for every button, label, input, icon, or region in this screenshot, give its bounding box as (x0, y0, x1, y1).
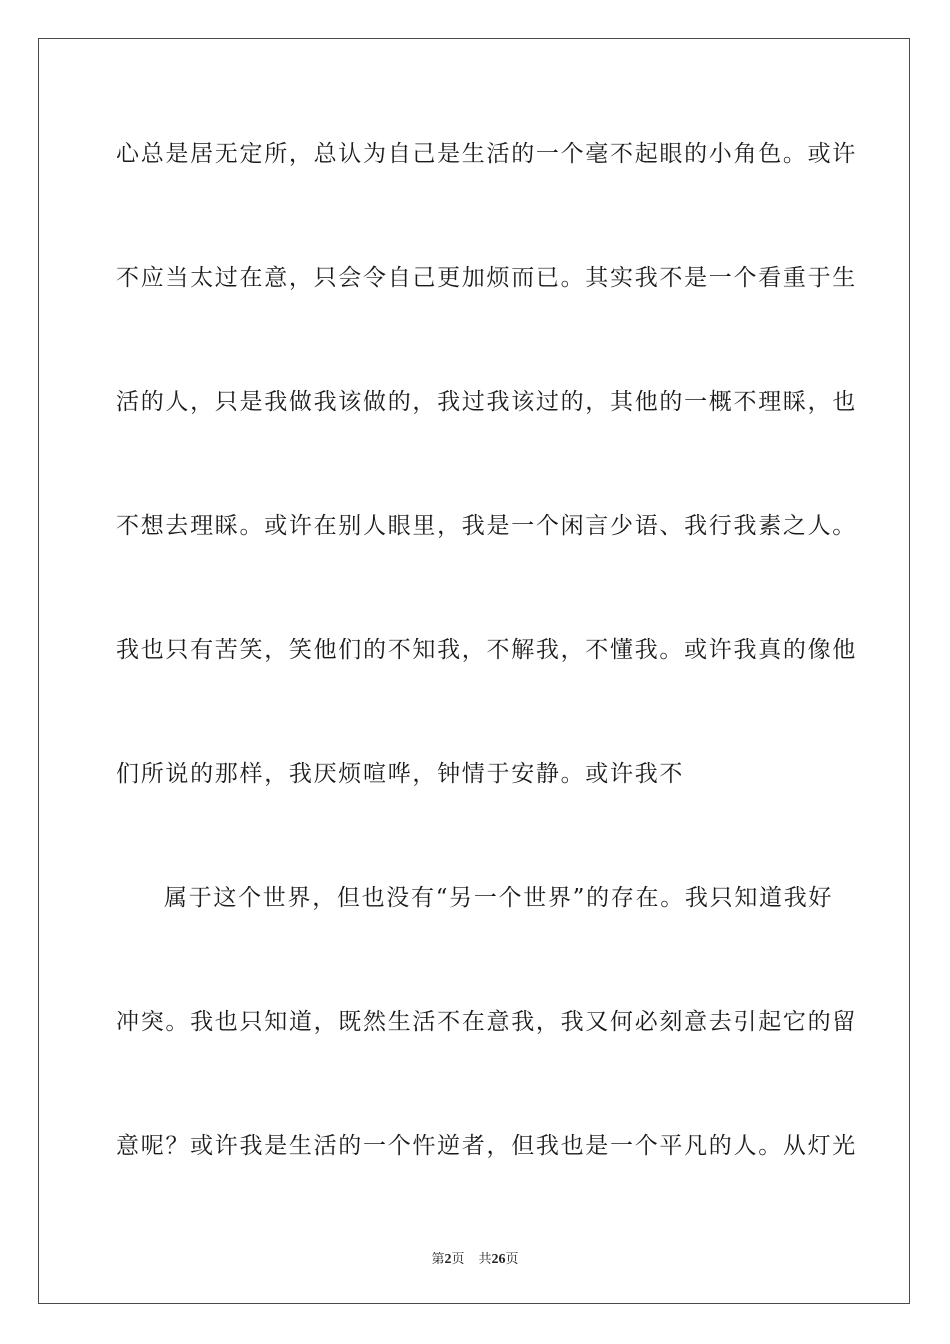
page-suffix: 页 (451, 1252, 465, 1267)
text-line-8: 冲突。我也只知道，既然生活不在意我，我又何必刻意去引起它的留 (116, 1009, 857, 1035)
text-line-6: 们所说的那样，我厌烦喧哗，钟情于安静。或许我不 (116, 761, 685, 787)
text-line-5: 我也只有苦笑，笑他们的不知我，不解我，不懂我。或许我真的像他 (116, 637, 857, 663)
text-line-9: 意呢？或许我是生活的一个忤逆者，但我也是一个平凡的人。从灯光 (116, 1133, 857, 1159)
text-line-2: 不应当太过在意，只会令自己更加烦而已。其实我不是一个看重于生 (116, 265, 857, 291)
text-line-4: 不想去理睬。或许在别人眼里，我是一个闲言少语、我行我素之人。 (116, 513, 857, 539)
page-border (38, 38, 910, 1304)
page-prefix: 第 (431, 1252, 445, 1267)
total-suffix: 页 (505, 1252, 519, 1267)
page-footer (0, 1248, 950, 1268)
total-prefix: 共 (478, 1252, 492, 1267)
text-line-1: 心总是居无定所，总认为自己是生活的一个毫不起眼的小角色。或许 (116, 141, 857, 167)
text-line-7-indented: 属于这个世界，但也没有“另一个世界”的存在。我只知道我好 (164, 885, 834, 911)
page-number: 2 (444, 1252, 452, 1267)
text-line-3: 活的人，只是我做我该做的，我过我该过的，其他的一概不理睬，也 (116, 389, 857, 415)
total-pages: 26 (491, 1252, 506, 1267)
